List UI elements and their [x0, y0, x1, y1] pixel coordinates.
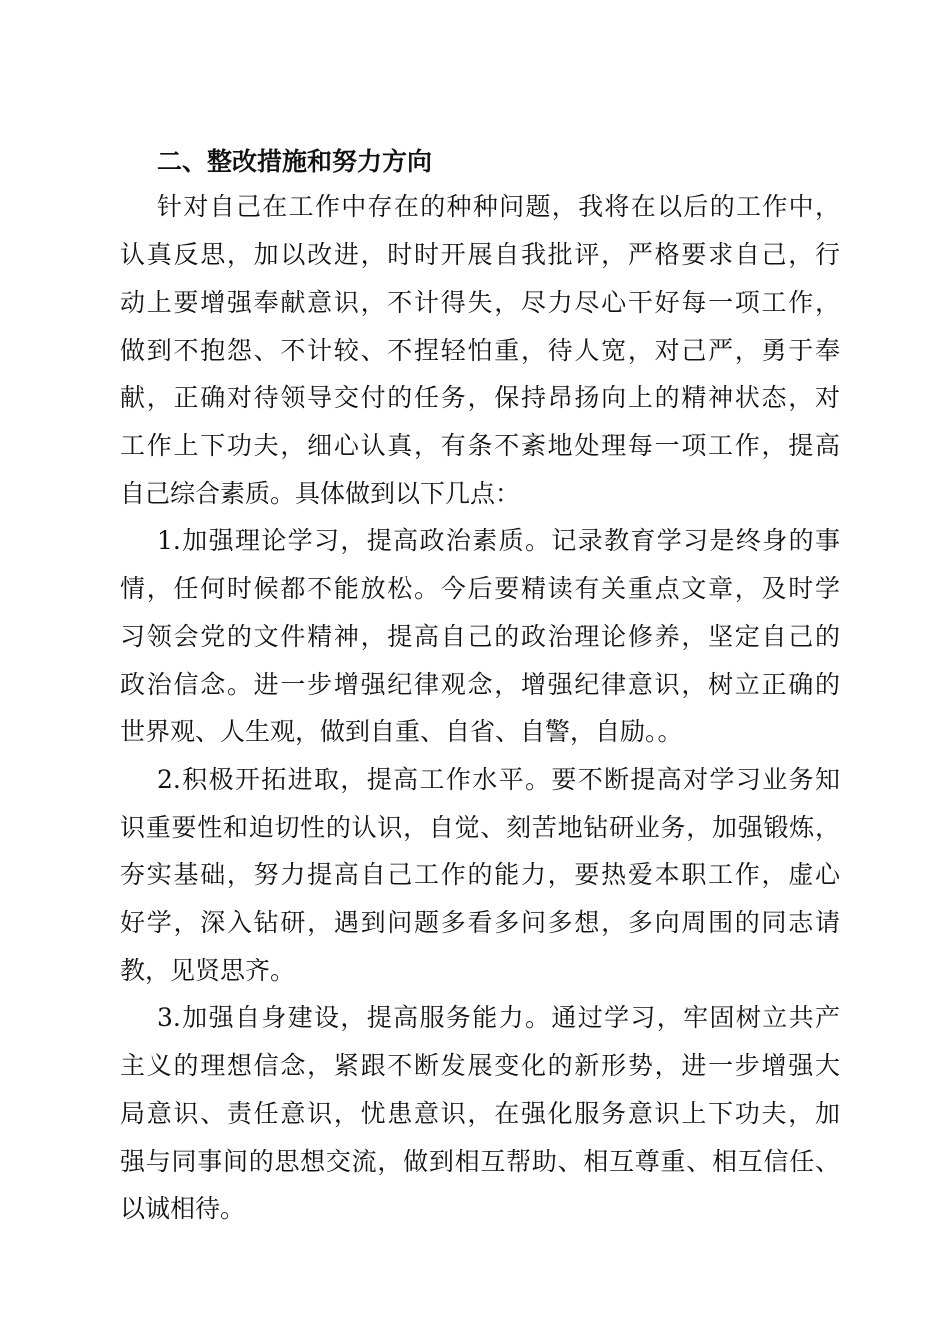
paragraph-line: 3.加强自身建设，提高服务能力。通过学习，牢固树立共产: [157, 1003, 840, 1032]
paragraph-line: 工作上下功夫，细心认真，有条不紊地处理每一项工作，提高: [120, 431, 840, 460]
paragraph-line: 习领会党的文件精神，提高自己的政治理论修养，坚定自己的: [120, 622, 840, 651]
section-heading: 二、整改措施和努力方向: [157, 147, 433, 176]
paragraph-line: 强与同事间的思想交流，做到相互帮助、相互尊重、相互信任、: [120, 1147, 840, 1176]
paragraph-line: 认真反思，加以改进，时时开展自我批评，严格要求自己，行: [120, 240, 840, 269]
paragraph-line: 以诚相待。: [120, 1194, 246, 1223]
paragraph-line: 局意识、责任意识，忧患意识，在强化服务意识上下功夫，加: [120, 1099, 840, 1128]
paragraph-line: 识重要性和迫切性的认识，自觉、刻苦地钻研业务，加强锻炼，: [120, 813, 840, 842]
paragraph-line: 政治信念。进一步增强纪律观念，增强纪律意识，树立正确的: [120, 670, 840, 699]
paragraph-line: 2.积极开拓进取，提高工作水平。要不断提高对学习业务知: [157, 765, 840, 794]
paragraph-line: 动上要增强奉献意识，不计得失，尽力尽心干好每一项工作，: [120, 288, 840, 317]
paragraph-line: 自己综合素质。具体做到以下几点：: [120, 479, 521, 508]
paragraph-line: 1.加强理论学习，提高政治素质。记录教育学习是终身的事: [157, 526, 840, 555]
paragraph-line: 夯实基础，努力提高自己工作的能力，要热爱本职工作，虚心: [120, 860, 840, 889]
paragraph-line: 好学，深入钻研，遇到问题多看多问多想，多向周围的同志请: [120, 908, 840, 937]
paragraph-line: 献，正确对待领导交付的任务，保持昂扬向上的精神状态，对: [120, 383, 840, 412]
paragraph-line: 世界观、人生观，做到自重、自省、自警，自励。。: [120, 717, 683, 746]
paragraph-line: 情，任何时候都不能放松。今后要精读有关重点文章，及时学: [120, 574, 840, 603]
paragraph-line: 做到不抱怨、不计较、不捏轻怕重，待人宽，对己严，勇于奉: [120, 336, 840, 365]
paragraph-line: 针对自己在工作中存在的种种问题，我将在以后的工作中，: [157, 192, 840, 221]
paragraph-line: 教，见贤思齐。: [120, 956, 296, 985]
paragraph-line: 主义的理想信念，紧跟不断发展变化的新形势，进一步增强大: [120, 1051, 840, 1080]
